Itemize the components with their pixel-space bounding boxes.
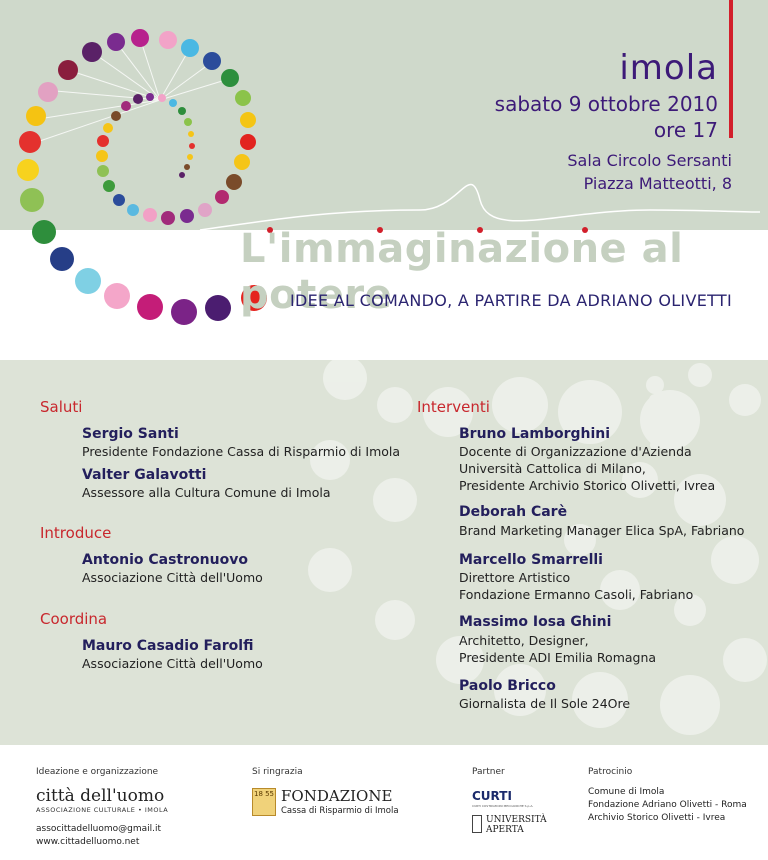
speaker-role-line: Giornalista de Il Sole 24Ore (459, 696, 631, 711)
fondazione-logo: FONDAZIONE (281, 787, 393, 805)
fondazione-logo-mark: 18 55 (252, 788, 276, 816)
footer-label-organizzazione: Ideazione e organizzazione (36, 767, 159, 777)
event-address: Piazza Matteotti, 8 (583, 174, 732, 193)
fondazione-logo-sub: Cassa di Risparmio di Imola (281, 806, 399, 816)
accent-bar (729, 0, 733, 138)
speaker-name: Paolo Bricco (459, 678, 556, 694)
event-venue: Sala Circolo Sersanti (567, 151, 732, 170)
speaker-role-line: Università Cattolica di Milano, (459, 461, 646, 476)
footer-label-ringrazia: Si ringrazia (252, 767, 303, 777)
speaker-role-line: Direttore Artistico (459, 570, 571, 585)
section-coordina: Coordina (40, 610, 108, 628)
speaker-name: Antonio Castronuovo (82, 552, 248, 568)
speaker-name: Massimo Iosa Ghini (459, 614, 612, 630)
contact-email[interactable]: associttadelluomo@gmail.it (36, 824, 162, 834)
section-introduce: Introduce (40, 524, 112, 542)
speaker-role: Associazione Città dell'Uomo (82, 656, 263, 671)
speaker-role-line: Fondazione Ermanno Casoli, Fabriano (459, 587, 694, 602)
speaker-role-line: Presidente Archivio Storico Olivetti, Ivrea (459, 478, 716, 493)
section-interventi: Interventi (417, 398, 490, 416)
event-time: ore 17 (653, 118, 718, 142)
speaker-role: Presidente Fondazione Cassa di Risparmio di Imola (82, 444, 401, 459)
speaker-name: Bruno Lamborghini (459, 426, 611, 442)
cittadelluomo-logo-sub: ASSOCIAZIONE CULTURALE • IMOLA (36, 806, 169, 814)
event-subtitle: IDEE AL COMANDO, A PARTIRE DA ADRIANO OLIVETTI (289, 291, 732, 310)
event-date: sabato 9 ottobre 2010 (494, 92, 718, 116)
speaker-name: Mauro Casadio Farolfi (82, 638, 254, 654)
patrocinio-item: Archivio Storico Olivetti - Ivrea (588, 813, 726, 823)
spiral-logo-graphic (0, 0, 280, 340)
event-city: imola (619, 48, 718, 88)
curti-logo-sub: CURTI COSTRUZIONI MECCANICHE S.p.A. (472, 804, 534, 808)
footer-label-patrocinio: Patrocinio (588, 767, 633, 777)
speaker-role-line: Architetto, Designer, (459, 633, 589, 648)
speaker-role: Associazione Città dell'Uomo (82, 570, 263, 585)
speaker-name: Marcello Smarrelli (459, 552, 603, 568)
speaker-role-line: Brand Marketing Manager Elica SpA, Fabriano (459, 523, 745, 538)
patrocinio-item: Fondazione Adriano Olivetti - Roma (588, 800, 747, 810)
patrocinio-item: Comune di Imola (588, 787, 665, 797)
contact-website[interactable]: www.cittadelluomo.net (36, 837, 140, 847)
speaker-role: Assessore alla Cultura Comune di Imola (82, 485, 331, 500)
speaker-name: Deborah Carè (459, 504, 568, 520)
footer-label-partner: Partner (472, 767, 505, 777)
section-saluti: Saluti (40, 398, 83, 416)
universita-aperta-logo: UNIVERSITÀ APERTA (486, 815, 547, 835)
event-title: L'immaginazione al potere (240, 226, 684, 318)
speaker-role-line: Presidente ADI Emilia Romagna (459, 650, 657, 665)
universita-aperta-mark (472, 815, 482, 833)
speaker-role-line: Docente di Organizzazione d'Azienda (459, 444, 692, 459)
speaker-name: Sergio Santi (82, 426, 179, 442)
curti-logo: CURTI (472, 789, 512, 803)
speaker-name: Valter Galavotti (82, 467, 207, 483)
cittadelluomo-logo: città dell'uomo (36, 786, 165, 806)
